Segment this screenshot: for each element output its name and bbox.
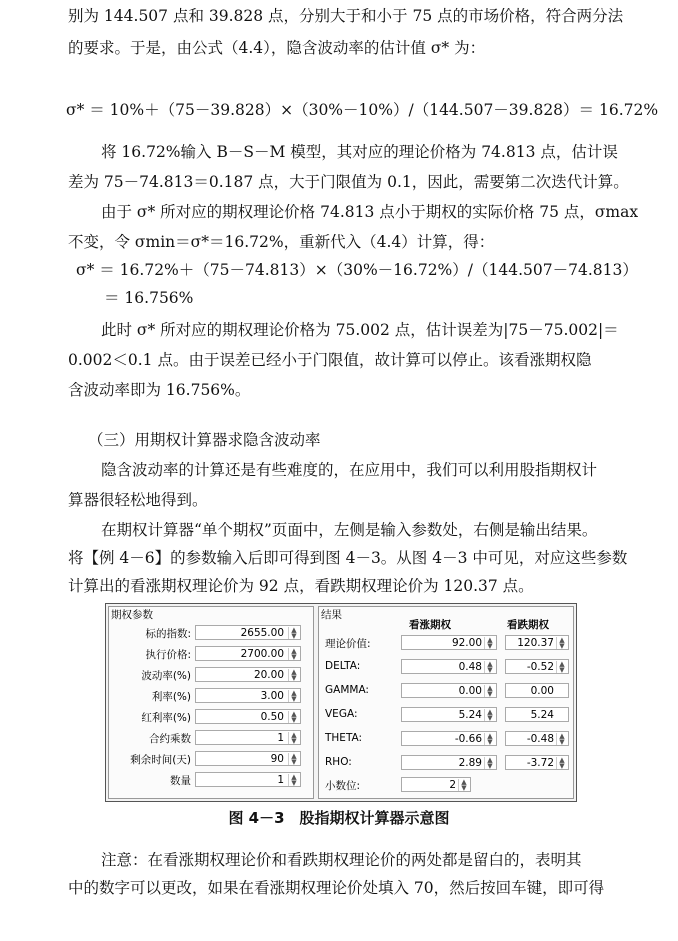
call-theta-field[interactable]: -0.66 ▲ ▼ <box>401 731 497 746</box>
formula-line: σ* ＝ 10%＋（75－39.828）×（30%－10%）/（144.507－39.828）＝ 16.72% <box>66 101 659 119</box>
put-theoretical-price-input[interactable]: 120.37 ▲ ▼ <box>505 635 569 650</box>
result-label: THETA: <box>325 732 363 744</box>
param-row <box>109 728 313 748</box>
param-label: 波动率(%) <box>141 670 191 682</box>
paragraph-line: 在期权计算器“单个期权”页面中，左侧是输入参数处，右侧是输出结果。 <box>101 521 598 539</box>
spinner-icon[interactable]: ▲ ▼ <box>484 757 495 769</box>
dividend-rate-input[interactable]: 0.50 ▲ ▼ <box>195 709 301 724</box>
formula-line: ＝ 16.756% <box>104 289 194 307</box>
paragraph-line: 隐含波动率的计算还是有些难度的，在应用中，我们可以利用股指期权计 <box>101 461 598 479</box>
formula-line: σ* ＝ 16.72%＋（75－74.813）×（30%－16.72%）/（144.507－74.813） <box>76 261 638 279</box>
call-theoretical-price-input[interactable]: 92.00 ▲ ▼ <box>401 635 497 650</box>
param-row <box>109 707 313 727</box>
spinner-icon[interactable]: ▲ ▼ <box>288 774 299 786</box>
call-delta-field[interactable]: 0.48 ▲ ▼ <box>401 659 497 674</box>
spinner-icon[interactable]: ▲ ▼ <box>288 669 299 681</box>
spinner-icon[interactable]: ▲ ▼ <box>288 627 299 639</box>
param-row <box>109 665 313 685</box>
paragraph-line: 的要求。于是，由公式（4.4），隐含波动率的估计值 σ* 为： <box>68 39 486 57</box>
put-delta-field[interactable]: -0.52 ▲ ▼ <box>505 659 569 674</box>
spinner-icon[interactable]: ▲ ▼ <box>556 757 567 769</box>
section-heading: （三）用期权计算器求隐含波动率 <box>88 431 321 449</box>
put-vega-field[interactable]: 5.24 <box>505 707 569 722</box>
spinner-icon[interactable]: ▲ ▼ <box>288 648 299 660</box>
input-params-panel <box>108 606 314 799</box>
paragraph-line: 算器很轻松地得到。 <box>68 491 208 509</box>
paragraph-line: 注意：在看涨期权理论价和看跌期权理论价的两处都是留白的，表明其 <box>101 851 582 869</box>
paragraph-line: 计算出的看涨期权理论价为 92 点，看跌期权理论价为 120.37 点。 <box>68 577 534 595</box>
spinner-icon[interactable]: ▲ ▼ <box>556 661 567 673</box>
result-row <box>319 705 573 725</box>
call-option-header: 看涨期权 <box>409 619 451 631</box>
paragraph-line: 将 16.72%输入 B－S－M 模型，其对应的理论价格为 74.813 点，估计误 <box>101 143 618 161</box>
spinner-icon[interactable]: ▲ ▼ <box>484 685 495 697</box>
put-option-header: 看跌期权 <box>507 619 549 631</box>
param-label: 合约乘数 <box>149 733 191 745</box>
put-rho-field[interactable]: -3.72 ▲ ▼ <box>505 755 569 770</box>
result-row <box>319 633 573 653</box>
param-label: 数量 <box>170 775 191 787</box>
spinner-icon[interactable]: ▲ ▼ <box>484 733 495 745</box>
strike-price-input[interactable]: 2700.00 ▲ ▼ <box>195 646 301 661</box>
underlying-index-input[interactable]: 2655.00 ▲ ▼ <box>195 625 301 640</box>
paragraph-line: 含波动率即为 16.756%。 <box>68 381 251 399</box>
param-label: 剩余时间(天) <box>130 754 191 766</box>
paragraph-line: 别为 144.507 点和 39.828 点，分别大于和小于 75 点的市场价格，符合两分法 <box>68 7 624 25</box>
paragraph-line: 将【例 4－6】的参数输入后即可得到图 4－3。从图 4－3 中可见，对应这些参数 <box>68 549 628 567</box>
option-calculator-figure <box>105 603 577 802</box>
spinner-icon[interactable]: ▲ ▼ <box>556 733 567 745</box>
call-gamma-field[interactable]: 0.00 ▲ ▼ <box>401 683 497 698</box>
spinner-icon[interactable]: ▲ ▼ <box>288 711 299 723</box>
spinner-icon[interactable]: ▲ ▼ <box>484 709 495 721</box>
paragraph-line: 中的数字可以更改，如果在看涨期权理论价处填入 70，然后按回车键，即可得 <box>68 879 605 897</box>
decimals-stepper[interactable]: 2 ▲ ▼ <box>401 777 471 792</box>
panel-title: 期权参数 <box>111 609 153 621</box>
results-panel <box>318 606 574 799</box>
spinner-icon[interactable]: ▲ ▼ <box>288 753 299 765</box>
param-label: 标的指数: <box>145 628 191 640</box>
param-row <box>109 749 313 769</box>
volatility-input[interactable]: 20.00 ▲ ▼ <box>195 667 301 682</box>
days-remaining-input[interactable]: 90 ▲ ▼ <box>195 751 301 766</box>
spinner-icon[interactable]: ▲ ▼ <box>556 637 567 649</box>
result-label: VEGA: <box>325 708 358 720</box>
param-row <box>109 644 313 664</box>
put-theta-field[interactable]: -0.48 ▲ ▼ <box>505 731 569 746</box>
result-label: RHO: <box>325 756 352 768</box>
spinner-icon[interactable]: ▲ ▼ <box>484 637 495 649</box>
contract-multiplier-input[interactable]: 1 ▲ ▼ <box>195 730 301 745</box>
paragraph-line: 差为 75－74.813＝0.187 点，大于门限值为 0.1，因此，需要第二次迭代计算。 <box>68 173 629 191</box>
spinner-icon[interactable]: ▲ ▼ <box>484 661 495 673</box>
paragraph-line: 由于 σ* 所对应的期权理论价格 74.813 点小于期权的实际价格 75 点，σmax <box>101 203 639 221</box>
result-row <box>319 681 573 701</box>
figure-caption: 图 4－3 股指期权计算器示意图 <box>228 809 450 827</box>
result-row <box>319 775 573 795</box>
paragraph-line: 0.002＜0.1 点。由于误差已经小于门限值，故计算可以停止。该看涨期权隐 <box>68 351 592 369</box>
quantity-input[interactable]: 1 ▲ ▼ <box>195 772 301 787</box>
paragraph-line: 不变，令 σmin＝σ*＝16.72%，重新代入（4.4）计算，得： <box>68 233 495 251</box>
result-label: GAMMA: <box>325 684 369 696</box>
result-row <box>319 753 573 773</box>
param-label: 红利率(%) <box>141 712 191 724</box>
paragraph-line: 此时 σ* 所对应的期权理论价格为 75.002 点，估计误差为|75－75.002|＝ <box>101 321 619 339</box>
param-row <box>109 686 313 706</box>
result-label: 理论价值: <box>325 638 371 650</box>
result-label: DELTA: <box>325 660 361 672</box>
param-row <box>109 623 313 643</box>
interest-rate-input[interactable]: 3.00 ▲ ▼ <box>195 688 301 703</box>
panel-title: 结果 <box>321 609 342 621</box>
param-label: 执行价格: <box>145 649 191 661</box>
put-gamma-field[interactable]: 0.00 <box>505 683 569 698</box>
call-vega-field[interactable]: 5.24 ▲ ▼ <box>401 707 497 722</box>
param-label: 利率(%) <box>151 691 191 703</box>
result-row <box>319 729 573 749</box>
decimals-label: 小数位: <box>325 780 361 792</box>
spinner-icon[interactable]: ▲ ▼ <box>288 732 299 744</box>
result-row <box>319 657 573 677</box>
spinner-icon[interactable]: ▲ ▼ <box>288 690 299 702</box>
spinner-icon[interactable]: ▲ ▼ <box>458 779 469 791</box>
param-row <box>109 770 313 790</box>
call-rho-field[interactable]: 2.89 ▲ ▼ <box>401 755 497 770</box>
